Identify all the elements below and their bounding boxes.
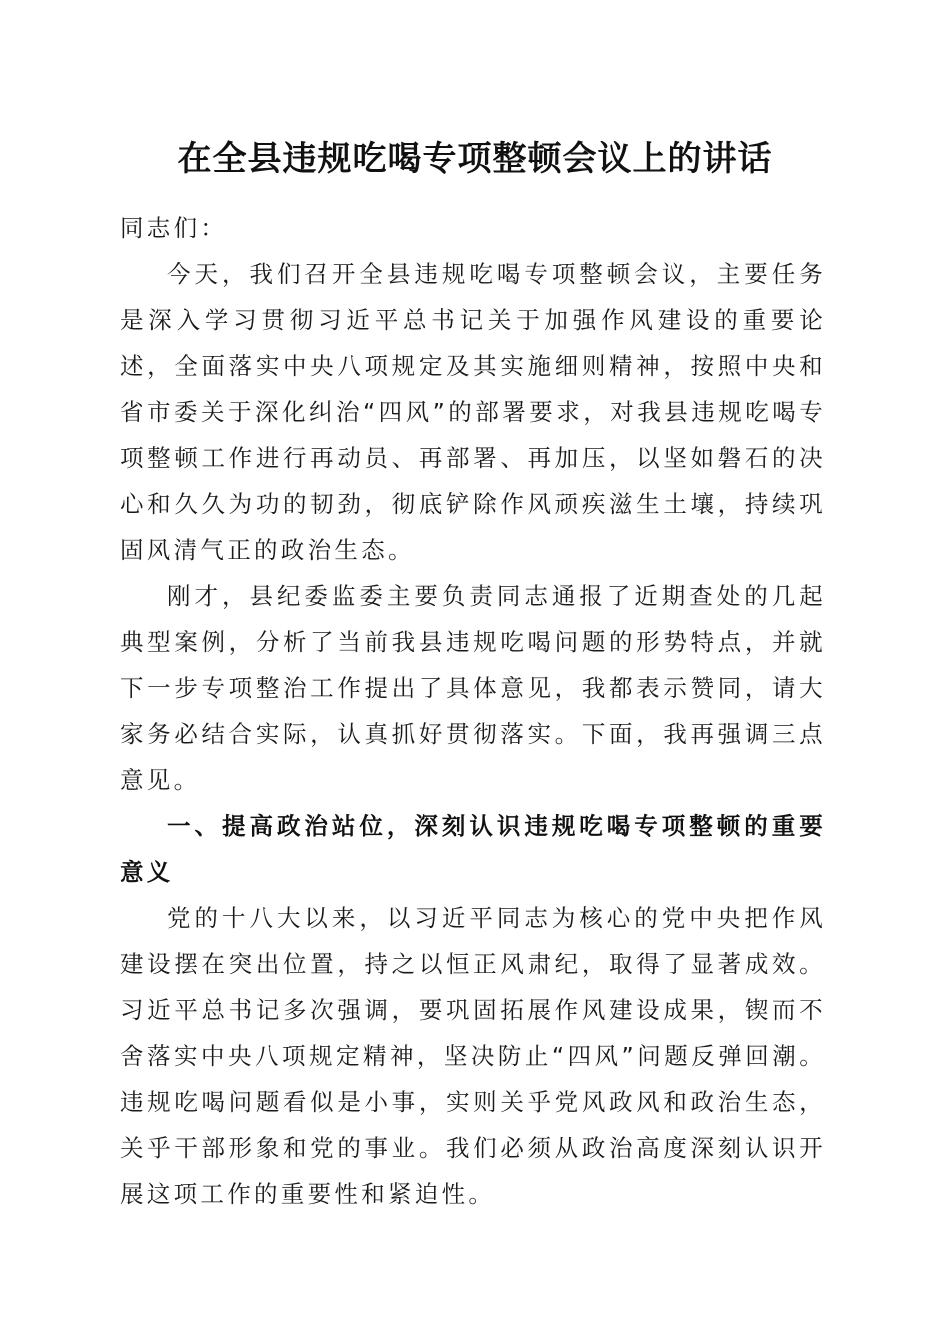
paragraph-opening: 今天，我们召开全县违规吃喝专项整顿会议，主要任务是深入学习贯彻习近平总书记关于加强作风建设的重要论述，全面落实中央八项规定及其实施细则精神，按照中央和省市委关于深化纠治“四风”的部署要求，对我县违规吃喝专项整顿工作进行再动员、再部署、再加压，以坚如磐石的决心和久久为功的韧劲，彻底铲除作风顽疾滋生土壤，持续巩固风清气正的政治生态。: [120, 260, 826, 564]
paragraph-review: 刚才，县纪委监委主要负责同志通报了近期查处的几起典型案例，分析了当前我县违规吃喝问题的形势特点，并就下一步专项整治工作提出了具体意见，我都表示赞同，请大家务必结合实际，认真抓好贯彻落实。下面，我再强调三点意见。: [120, 582, 826, 794]
document-body: [120, 202, 826, 1217]
paragraph-section-1: 党的十八大以来，以习近平同志为核心的党中央把作风建设摆在突出位置，持之以恒正风肃纪，取得了显著成效。习近平总书记多次强调，要巩固拓展作风建设成果，锲而不舍落实中央八项规定精神，坚决防止“四风”问题反弹回潮。违规吃喝问题看似是小事，实则关乎党风政风和政治生态，关乎干部形象和党的事业。我们必须从政治高度深刻认识开展这项工作的重要性和紧迫性。: [120, 904, 826, 1208]
salutation: 同志们：: [120, 214, 228, 242]
section-heading-1: 一、提高政治站位，深刻认识违规吃喝专项整顿的重要意义: [120, 812, 826, 886]
document-title: 在全县违规吃喝专项整顿会议上的讲话: [177, 139, 773, 179]
